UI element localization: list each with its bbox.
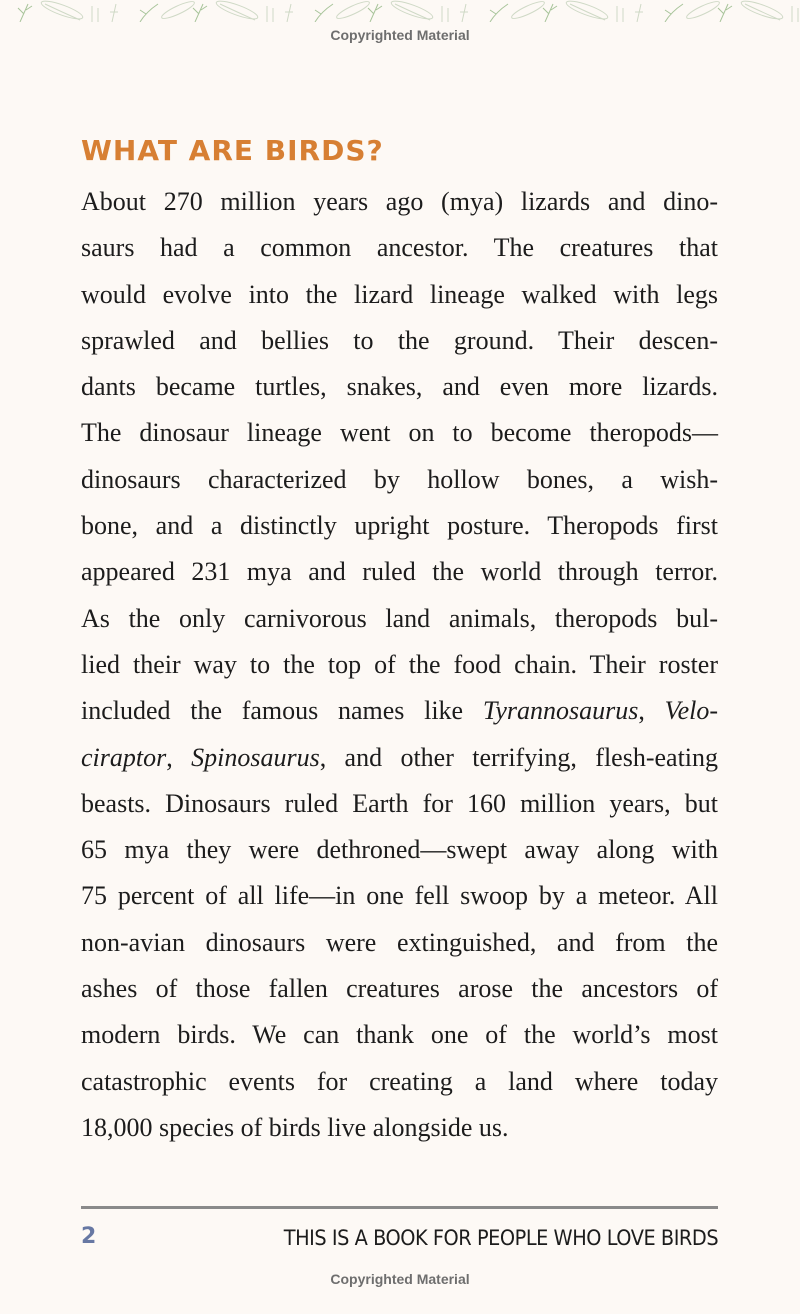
- text-line: 65 mya they were dethroned—swept away along with: [81, 835, 718, 865]
- text-line: modern birds. We can thank one of the world’s most: [81, 1020, 718, 1050]
- section-heading: WHAT ARE BIRDS?: [81, 134, 384, 167]
- text-line: [81, 691, 718, 737]
- footer-divider: [81, 1206, 718, 1209]
- text-line: appeared 231 mya and ruled the world through terror.: [81, 557, 718, 587]
- text-line: The dinosaur lineage went on to become theropods—: [81, 418, 718, 448]
- text-line: catastrophic events for creating a land where today: [81, 1066, 718, 1096]
- text-line: saurs had a common ancestor. The creatures that: [81, 233, 718, 263]
- text-line: bone, and a distinctly upright posture. Theropods first: [81, 511, 718, 541]
- running-head: THIS IS A BOOK FOR PEOPLE WHO LOVE BIRDS: [283, 1226, 718, 1250]
- text-line: beasts. Dinosaurs ruled Earth for 160 million years, but: [81, 788, 718, 818]
- species-name-velociraptor-cont: ciraptor: [81, 742, 167, 772]
- copyright-watermark-bottom: Copyrighted Material: [330, 1271, 470, 1287]
- leaf-pattern-border: [0, 0, 800, 22]
- text-line: 18,000 species of birds live alongside us.: [81, 1112, 509, 1142]
- text-line: [81, 738, 718, 784]
- page-number: 2: [81, 1224, 97, 1249]
- text-line: non-avian dinosaurs were extinguished, and from the: [81, 927, 718, 957]
- species-name-tyrannosaurus: Tyrannosaurus: [482, 696, 639, 726]
- body-paragraph: [81, 182, 718, 1154]
- text-line: 75 percent of all life—in one fell swoop by a meteor. All: [81, 881, 718, 911]
- species-name-spinosaurus: Spinosaurus: [191, 742, 320, 772]
- text-line: would evolve into the lizard lineage walked with legs: [81, 279, 718, 309]
- text-line: sprawled and bellies to the ground. Their descen-: [81, 325, 718, 355]
- leaf-pattern-icon: [0, 0, 800, 22]
- text-run: , and other terrifying, flesh-eating: [319, 742, 719, 772]
- species-name-velociraptor: Velo-: [664, 696, 718, 726]
- text-line: dants became turtles, snakes, and even more lizards.: [81, 372, 718, 402]
- copyright-watermark-top: Copyrighted Material: [330, 27, 470, 43]
- text-line: dinosaurs characterized by hollow bones, a wish-: [81, 464, 718, 494]
- text-run: included the famous names like: [81, 696, 483, 726]
- text-line: lied their way to the top of the food chain. Their roster: [81, 649, 718, 679]
- text-line: About 270 million years ago (mya) lizards and dino-: [81, 187, 718, 216]
- text-line: As the only carnivorous land animals, theropods bul-: [81, 603, 718, 633]
- text-run: ,: [166, 742, 192, 772]
- text-run: ,: [638, 696, 665, 726]
- text-line: ashes of those fallen creatures arose the ancestors of: [81, 974, 718, 1004]
